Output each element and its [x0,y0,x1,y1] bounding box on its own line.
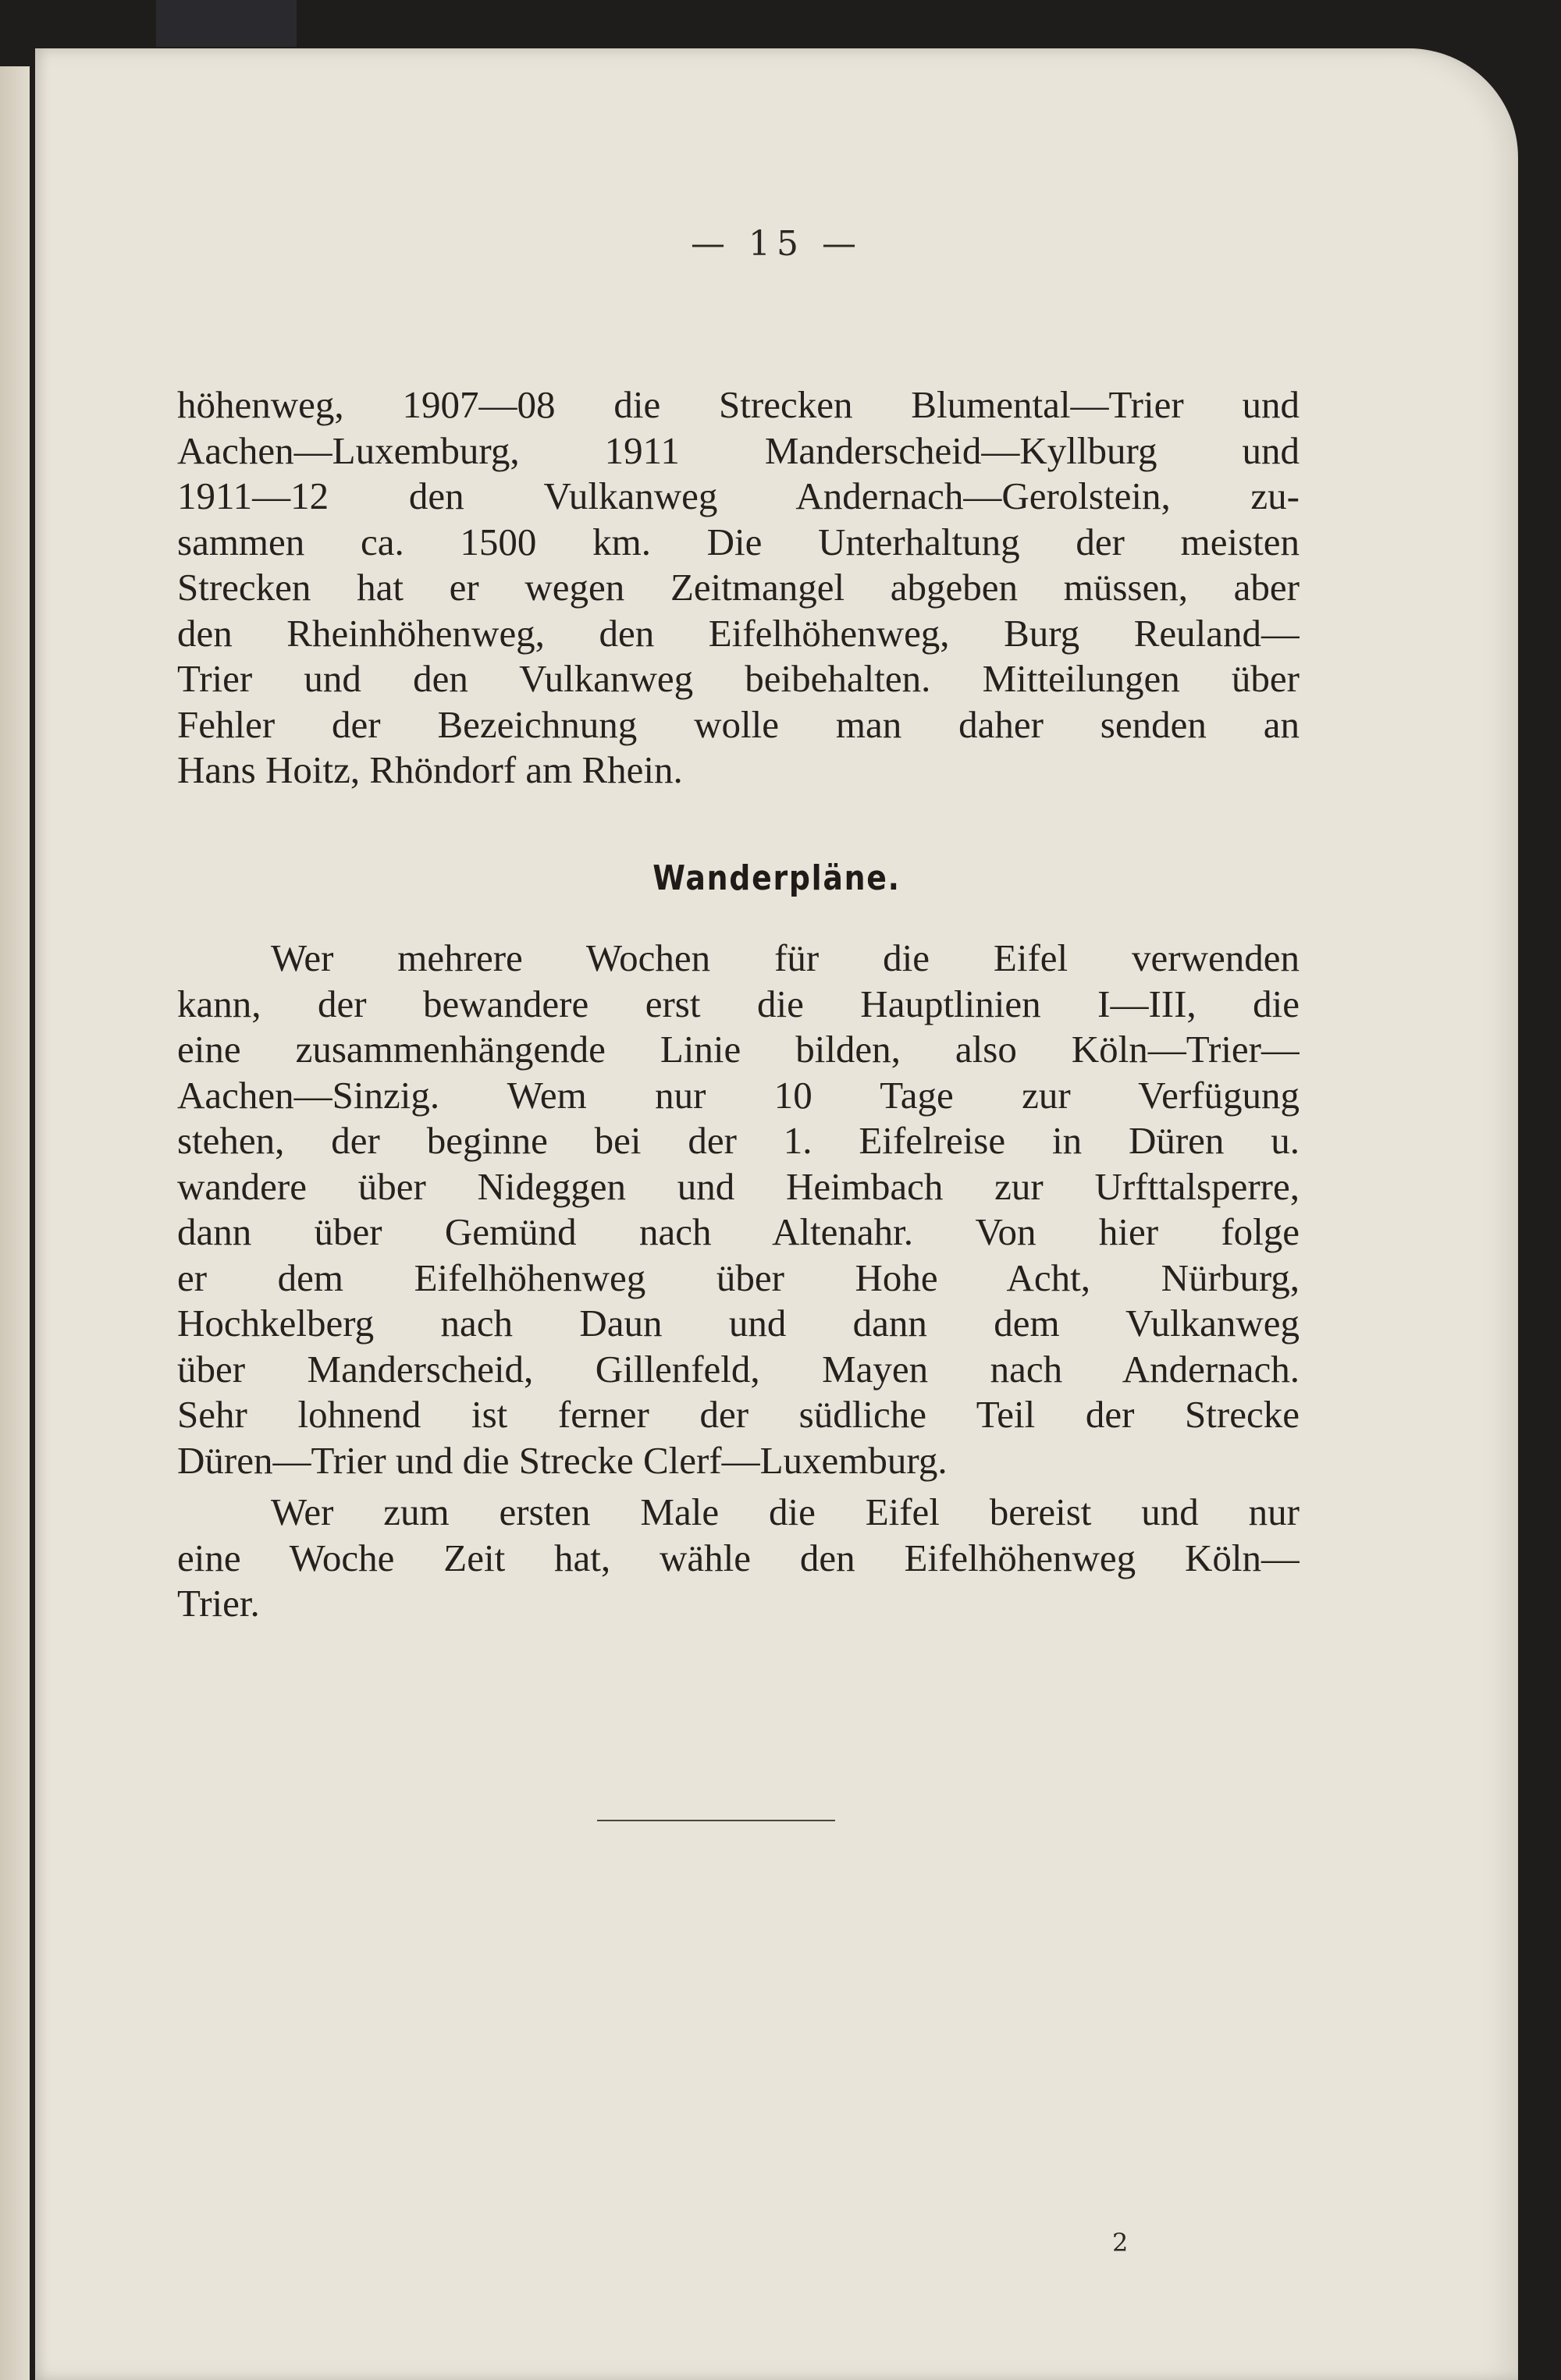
book-page [35,48,1518,2380]
text-line: Trier und den Vulkanweg beibehalten. Mitteilungen über [177,657,1300,700]
text-line: Hans Hoitz, Rhöndorf am Rhein. [177,748,683,791]
page-number: — 15 — [691,224,862,264]
paragraph-several-weeks [177,936,1300,1483]
end-rule [597,1820,835,1821]
book-cover-edge [156,0,297,47]
text-line: Aachen—Sinzig. Wem nur 10 Tage zur Verfügung [177,1073,1300,1117]
text-line: eine zusammenhängende Linie bilden, also Köln—Trier— [177,1028,1300,1071]
text-line: Sehr lohnend ist ferner der südliche Teil der Strecke [177,1393,1300,1436]
text-line: Fehler der Bezeichnung wolle man daher senden an [177,702,1300,746]
paragraph-trail-maintenance [177,382,1300,794]
text-line: dann über Gemünd nach Altenahr. Von hier folge [177,1210,1300,1253]
text-line: kann, der bewandere erst die Hauptlinien I—III, die [177,982,1300,1025]
text-line: Hochkelberg nach Daun und dann dem Vulkanweg [177,1302,1300,1345]
signature-mark: 2 [1112,2228,1129,2257]
paragraph-one-week [177,1490,1300,1627]
text-line: Wer mehrere Wochen für die Eifel verwenden [271,936,1300,979]
text-line: sammen ca. 1500 km. Die Unterhaltung der meisten [177,520,1300,563]
text-line: über Manderscheid, Gillenfeld, Mayen nach Andernach. [177,1347,1300,1391]
text-line: Aachen—Luxemburg, 1911 Manderscheid—Kyllburg und [177,428,1300,472]
facing-page-edge [0,66,30,2380]
text-line: Wer zum ersten Male die Eifel bereist und nur [271,1490,1300,1533]
text-line: stehen, der beginne bei der 1. Eifelreise in Düren u. [177,1119,1300,1162]
text-line: eine Woche Zeit hat, wähle den Eifelhöhenweg Köln— [177,1536,1300,1579]
section-heading: Wanderpläne. [652,858,901,898]
text-line: Düren—Trier und die Strecke Clerf—Luxemburg. [177,1438,948,1482]
text-line: den Rheinhöhenweg, den Eifelhöhenweg, Burg Reuland— [177,611,1300,655]
text-line: wandere über Nideggen und Heimbach zur Urfttalsperre, [177,1164,1300,1208]
text-line: Trier. [177,1582,260,1625]
text-line: er dem Eifelhöhenweg über Hohe Acht, Nürburg, [177,1256,1300,1299]
text-line: Strecken hat er wegen Zeitmangel abgeben müssen, aber [177,566,1300,609]
text-line: höhenweg, 1907—08 die Strecken Blumental—Trier und [177,383,1300,426]
text-line: 1911—12 den Vulkanweg Andernach—Gerolstein, zu- [177,474,1300,517]
